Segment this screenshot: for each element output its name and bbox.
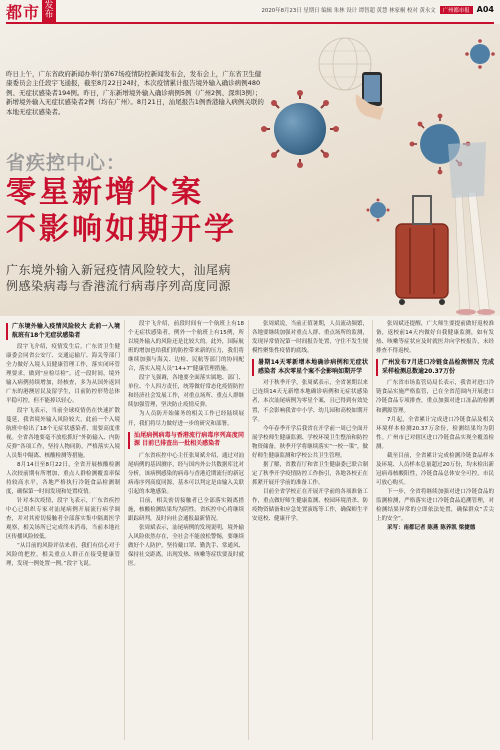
hand-phone-graphic xyxy=(356,72,384,120)
subhead-line-1: 广东境外输入新冠疫情风险较大，汕尾病 xyxy=(6,263,232,277)
paragraph: 段宇飞介绍，前段时间有一个航班上有18个无症状感染者，例外一个航班上有15例，所以境外输入的风险还是比较大的。此外，国际航班的增加也给我们的防控带来新的压力，我们将继续加强与海关、边检、民航等部门的协同配合，落实入境人员“14+7”健康管理措施。 xyxy=(128,321,244,373)
hero-section xyxy=(0,24,500,316)
paragraph: 7月起，全省累计完成进口冷链食品及相关环境样本检测20.37万余份，检测结果均为阴性。广州市已对辖区进口冷链食品实现全覆盖检测。 xyxy=(376,416,494,450)
column-1 xyxy=(6,320,120,744)
section-heading-shanwei-case: 汕尾病例病毒与香港流行病毒序列高度同源 目前已排查出一批相关感染者 xyxy=(128,432,244,449)
column-divider xyxy=(372,320,373,740)
paragraph: 截至目前，全省累计完成检测冷链食品样本及环境、人员样本总量超过20万份，均未检出新冠病毒核酸阳性，冷链食品总体安全可控，市民可放心购买。 xyxy=(376,452,494,486)
issue-meta xyxy=(262,5,495,14)
paragraph: 为人员防开始储务的相关工作已经陆续展开，我们将尽力做好进一步的研究和部署。 xyxy=(128,411,244,427)
paragraph: 目前全省学校正在开展开学前的各项准备工作，重点做好师生健康监测、校园环境消杀、防疫物资储备和应急处置演练等工作，确保师生平安返校、健康开学。 xyxy=(252,488,368,523)
paragraph: 段宇飞介绍，疫情发生后，广东省卫生健康委会同省公安厅、交通运输厅、海关等部门全力做好入境人员健康管理工作，落实闭环管理要求，做到“应检尽检”。近一段时间，境外输入病例持续增加，经核查，多为从国外返回广东的港澳居民及留学生，目前防控形势总体平稳可控，但不能掉以轻心。 xyxy=(6,344,120,405)
page-number: A04 xyxy=(476,5,494,14)
paragraph: 张周斌表示，汕尾病例的发现说明，境外输入风险依然存在，全社会不能放松警惕，要继续做好个人防护，坚持戴口罩、勤洗手、常通风、保持社交距离，出现发热、咳嗽等症状要及时就医。 xyxy=(128,525,244,568)
edition-tag: 广州都市报 xyxy=(440,6,473,14)
paragraph: 段宇飞强调，各地要全面落实属地、部门、单位、个人四方责任，统筹做好常态化疫情防控和经济社会发展工作，对重点场所、重点人群继续加强管理，坚决防止疫情反弹。 xyxy=(128,375,244,409)
section-heading-school-opening: 暑期14天零新增本地确诊病例和无症状感染者 本次零星个案不会影响如期开学 xyxy=(252,359,368,376)
headline-line-1: 零星新增个案 xyxy=(6,175,204,210)
page-header xyxy=(0,0,500,22)
column-divider xyxy=(248,320,249,740)
masthead-subtitle: 发布 xyxy=(42,0,56,22)
traveler-figure xyxy=(448,142,495,316)
paragraph: 据了解，省教育厅和省卫生健康委已联合制定了秋季开学疫情防控工作指引，各地各校正在抓紧开展开学前的准备工作。 xyxy=(252,461,368,486)
sub-headline xyxy=(6,262,231,294)
section-heading-import-risk: 广东境外输入疫情风险较大 此前一入境航班有18个无症状感染者 xyxy=(6,323,120,340)
reporter-byline: 采写：南都记者 陈燕 陈养凯 梁捷德 xyxy=(387,525,476,532)
headline-line-2: 不影响如期开学 xyxy=(6,212,237,247)
paragraph: 段宇飞表示，当前全球疫情仍在快速扩散蔓延，我省境外输入风险较大，此前一个入境航班中检出了18个无症状感染者，需要高度重视。全省各地要毫不放松抓好“外防输入、内防反弹”各项工作，坚持人物同防，严格落实入境人员集中隔离、核酸检测等措施。 xyxy=(6,407,120,459)
paragraph: 广东省市场监管局局长表示，我省对进口冷链食品实施严格监管，已在全省范围内开展进口冷链食品专项排查，重点加强对进口冻品的检测和溯源管理。 xyxy=(376,380,494,414)
main-headline xyxy=(6,174,237,248)
virus-particle-4 xyxy=(367,199,390,222)
paragraph: 广东省疾控中心主任张周斌介绍，通过对汕尾病例的基因测序，经与国内外公共数据库比对分析，该病例感染的病毒与香港近期流行的新冠病毒序列高度同源，基本可以判定是由输入关联引起的本地感染。 xyxy=(128,452,244,495)
issue-meta-line: 2020年8月23日 星期日 编辑 朱林 设计 谭智超 黄慧 林家桐 校对 黄永文 xyxy=(261,7,436,14)
column-2 xyxy=(128,320,244,744)
suitcase-graphic xyxy=(396,196,448,305)
lead-paragraph: 昨日上午，广东省政府新闻办举行第67场疫情防控新闻发布会，发布会上，广东省卫生健康委员会主任段宇飞通报，截至8月22日24时，本次疫情累计报告境外输入确诊病例480例、无症状感染者194例。昨日，广东新增境外输入确诊病例5例（广州2例、深圳3例）；新增境外输入无症状感染者2例（均在广州）。8月21日，汕尾报告1例香港输入病例关联的本地无症状感染者。 xyxy=(6,70,264,116)
headline-kicker: 省疾控中心： xyxy=(6,152,127,174)
paragraph: 张周斌说，当前正值暑期，人员流动频繁，各地要继续加强对重点人群、重点场所的监测，发现异常情况第一时间报告处置，守住不发生规模性聚集性疫情的底线。 xyxy=(252,321,368,355)
paragraph: “从目前的风险评估来看，我们有信心对于风险的把控，相关重点人群正在接受健康管理，发现一例处置一例。”段宇飞说。 xyxy=(6,543,120,568)
virus-particle-3 xyxy=(465,39,495,69)
column-divider xyxy=(124,320,125,740)
article-body xyxy=(6,320,494,746)
paragraph: 对于秋季开学，张周斌表示，全省暑期以来已连续14天无新增本地确诊病例和无症状感染者，本次汕尾病例为零星个案，且已得到有效处置，不会影响我省中小学、幼儿园和高校如期开学。 xyxy=(252,380,368,423)
column-3 xyxy=(252,320,368,744)
paragraph: 张周斌还提醒，广大师生要提前做好返校准备，返校前14天内做好自我健康监测，如有发热、咳嗽等症状应及时就医并向学校报告，未经排查不得返校。 xyxy=(376,321,494,355)
paragraph: 今年春季开学后我省在开学前一周已全面开展学校师生健康监测、学校环境卫生整治和防控物资储备，秋季开学将继续落实“一校一策”，做好师生健康监测和学校公共卫生管理。 xyxy=(252,425,368,459)
masthead xyxy=(6,2,56,20)
paragraph: 下一步，全省将继续加强对进口冷链食品的监测检测，严格落实进口冷链食品追溯管理，对检测结果异常的立即依法处置，确保群众“舌尖上的安全”。 xyxy=(376,488,494,523)
paragraph: 目前，相关密切接触者已全部落实隔离措施，核酸检测结果均为阴性。省疾控中心将继续跟踪研判，及时向社会通报最新情况。 xyxy=(128,497,244,523)
subhead-line-2: 例感染病毒与香港流行病毒序列高度同源 xyxy=(6,279,232,293)
paragraph: 8月14日至8月22日，全省开展核酸检测人次较前期有所增加，重点人群检测覆盖率保持较高水平，各地严格执行冷链食品检测制度，确保第一时间发现和处置疫情。 xyxy=(6,461,120,495)
column-4 xyxy=(376,320,494,744)
paragraph: 针对本次疫情，段宇飞表示，广东省疾控中心已组织专家对汕尾病例开展流行病学调查，并对其密切接触者全部落实集中隔离医学观察，相关场所已完成终末消毒，当前本地社区传播风险较低。 xyxy=(6,497,120,541)
virus-particle-1 xyxy=(261,90,339,168)
section-heading-cold-chain: 广州发布7月进口冷链食品检测情况 完成采样检测总数逾20.37万份 xyxy=(376,359,494,376)
masthead-title: 都市 xyxy=(6,2,41,22)
